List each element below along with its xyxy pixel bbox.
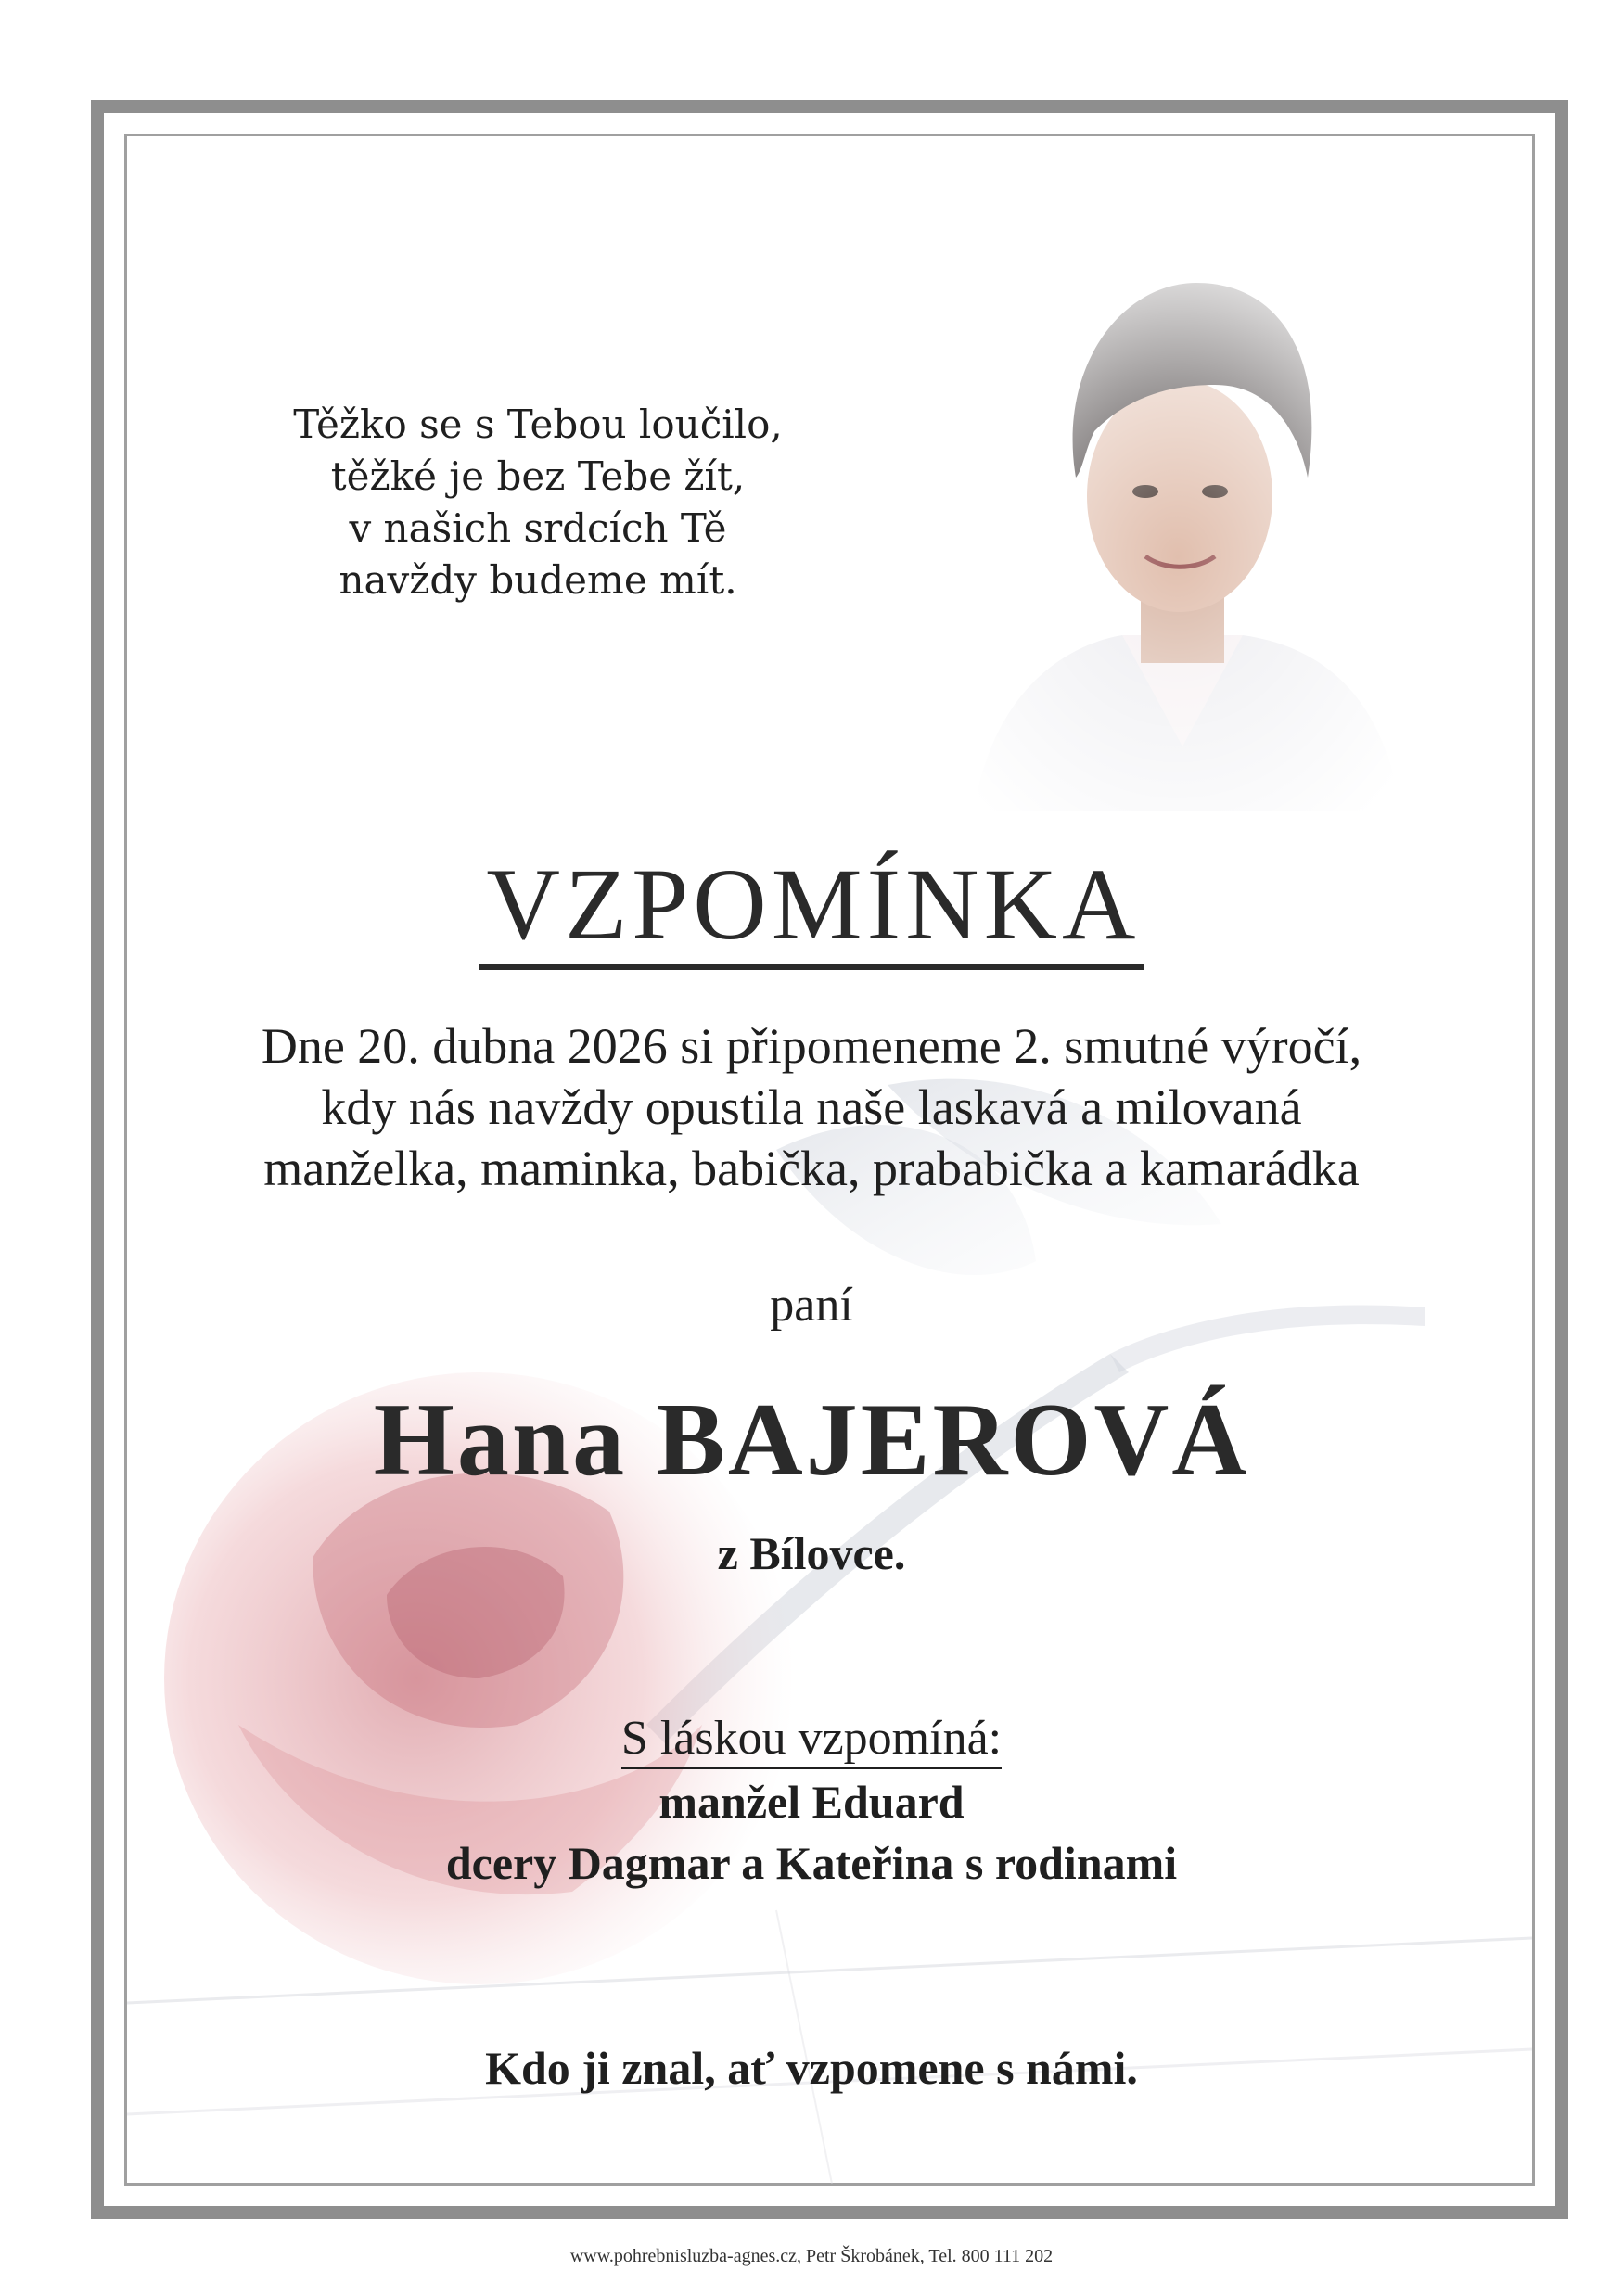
announcement-line: manželka, maminka, babička, prababička a kamarádka: [263, 1141, 1360, 1196]
signer-line: manžel Eduard: [658, 1776, 965, 1828]
deceased-name: Hana BAJEROVÁ: [373, 1383, 1250, 1498]
closing-line: Kdo ji znal, ať vzpomene s námi.: [485, 2042, 1138, 2094]
signers-list: [0, 1771, 1623, 1894]
poem-line: v našich srdcích Tě: [349, 505, 727, 551]
poem-line: Těžko se s Tebou loučilo,: [293, 402, 783, 447]
page-title: VZPOMÍNKA: [479, 844, 1144, 970]
footer-contact: www.pohrebnisluzba-agnes.cz, Petr Škrobánek, Tel. 800 111 202: [569, 2246, 1054, 2266]
deceased-origin: z Bílovce.: [717, 1527, 906, 1579]
signature-heading-container: [0, 1711, 1623, 1769]
poem-line: navždy budeme mít.: [339, 557, 737, 603]
rose-background-image: [127, 1076, 1532, 2184]
announcement-line: Dne 20. dubna 2026 si připomeneme 2. smutné výročí,: [261, 1018, 1362, 1074]
announcement-text: [0, 1015, 1623, 1199]
signer-line: dcery Dagmar a Kateřina s rodinami: [445, 1837, 1178, 1889]
heading-container: [0, 844, 1623, 970]
poem-line: těžké je bez Tebe žít,: [330, 453, 746, 499]
honorific-title: paní: [770, 1279, 853, 1332]
memorial-poem: [260, 399, 816, 606]
announcement-line: kdy nás navždy opustila naše laskavá a milovaná: [321, 1079, 1302, 1135]
signature-heading: S láskou vzpomíná:: [621, 1711, 1002, 1769]
portrait-photo: [937, 246, 1419, 811]
